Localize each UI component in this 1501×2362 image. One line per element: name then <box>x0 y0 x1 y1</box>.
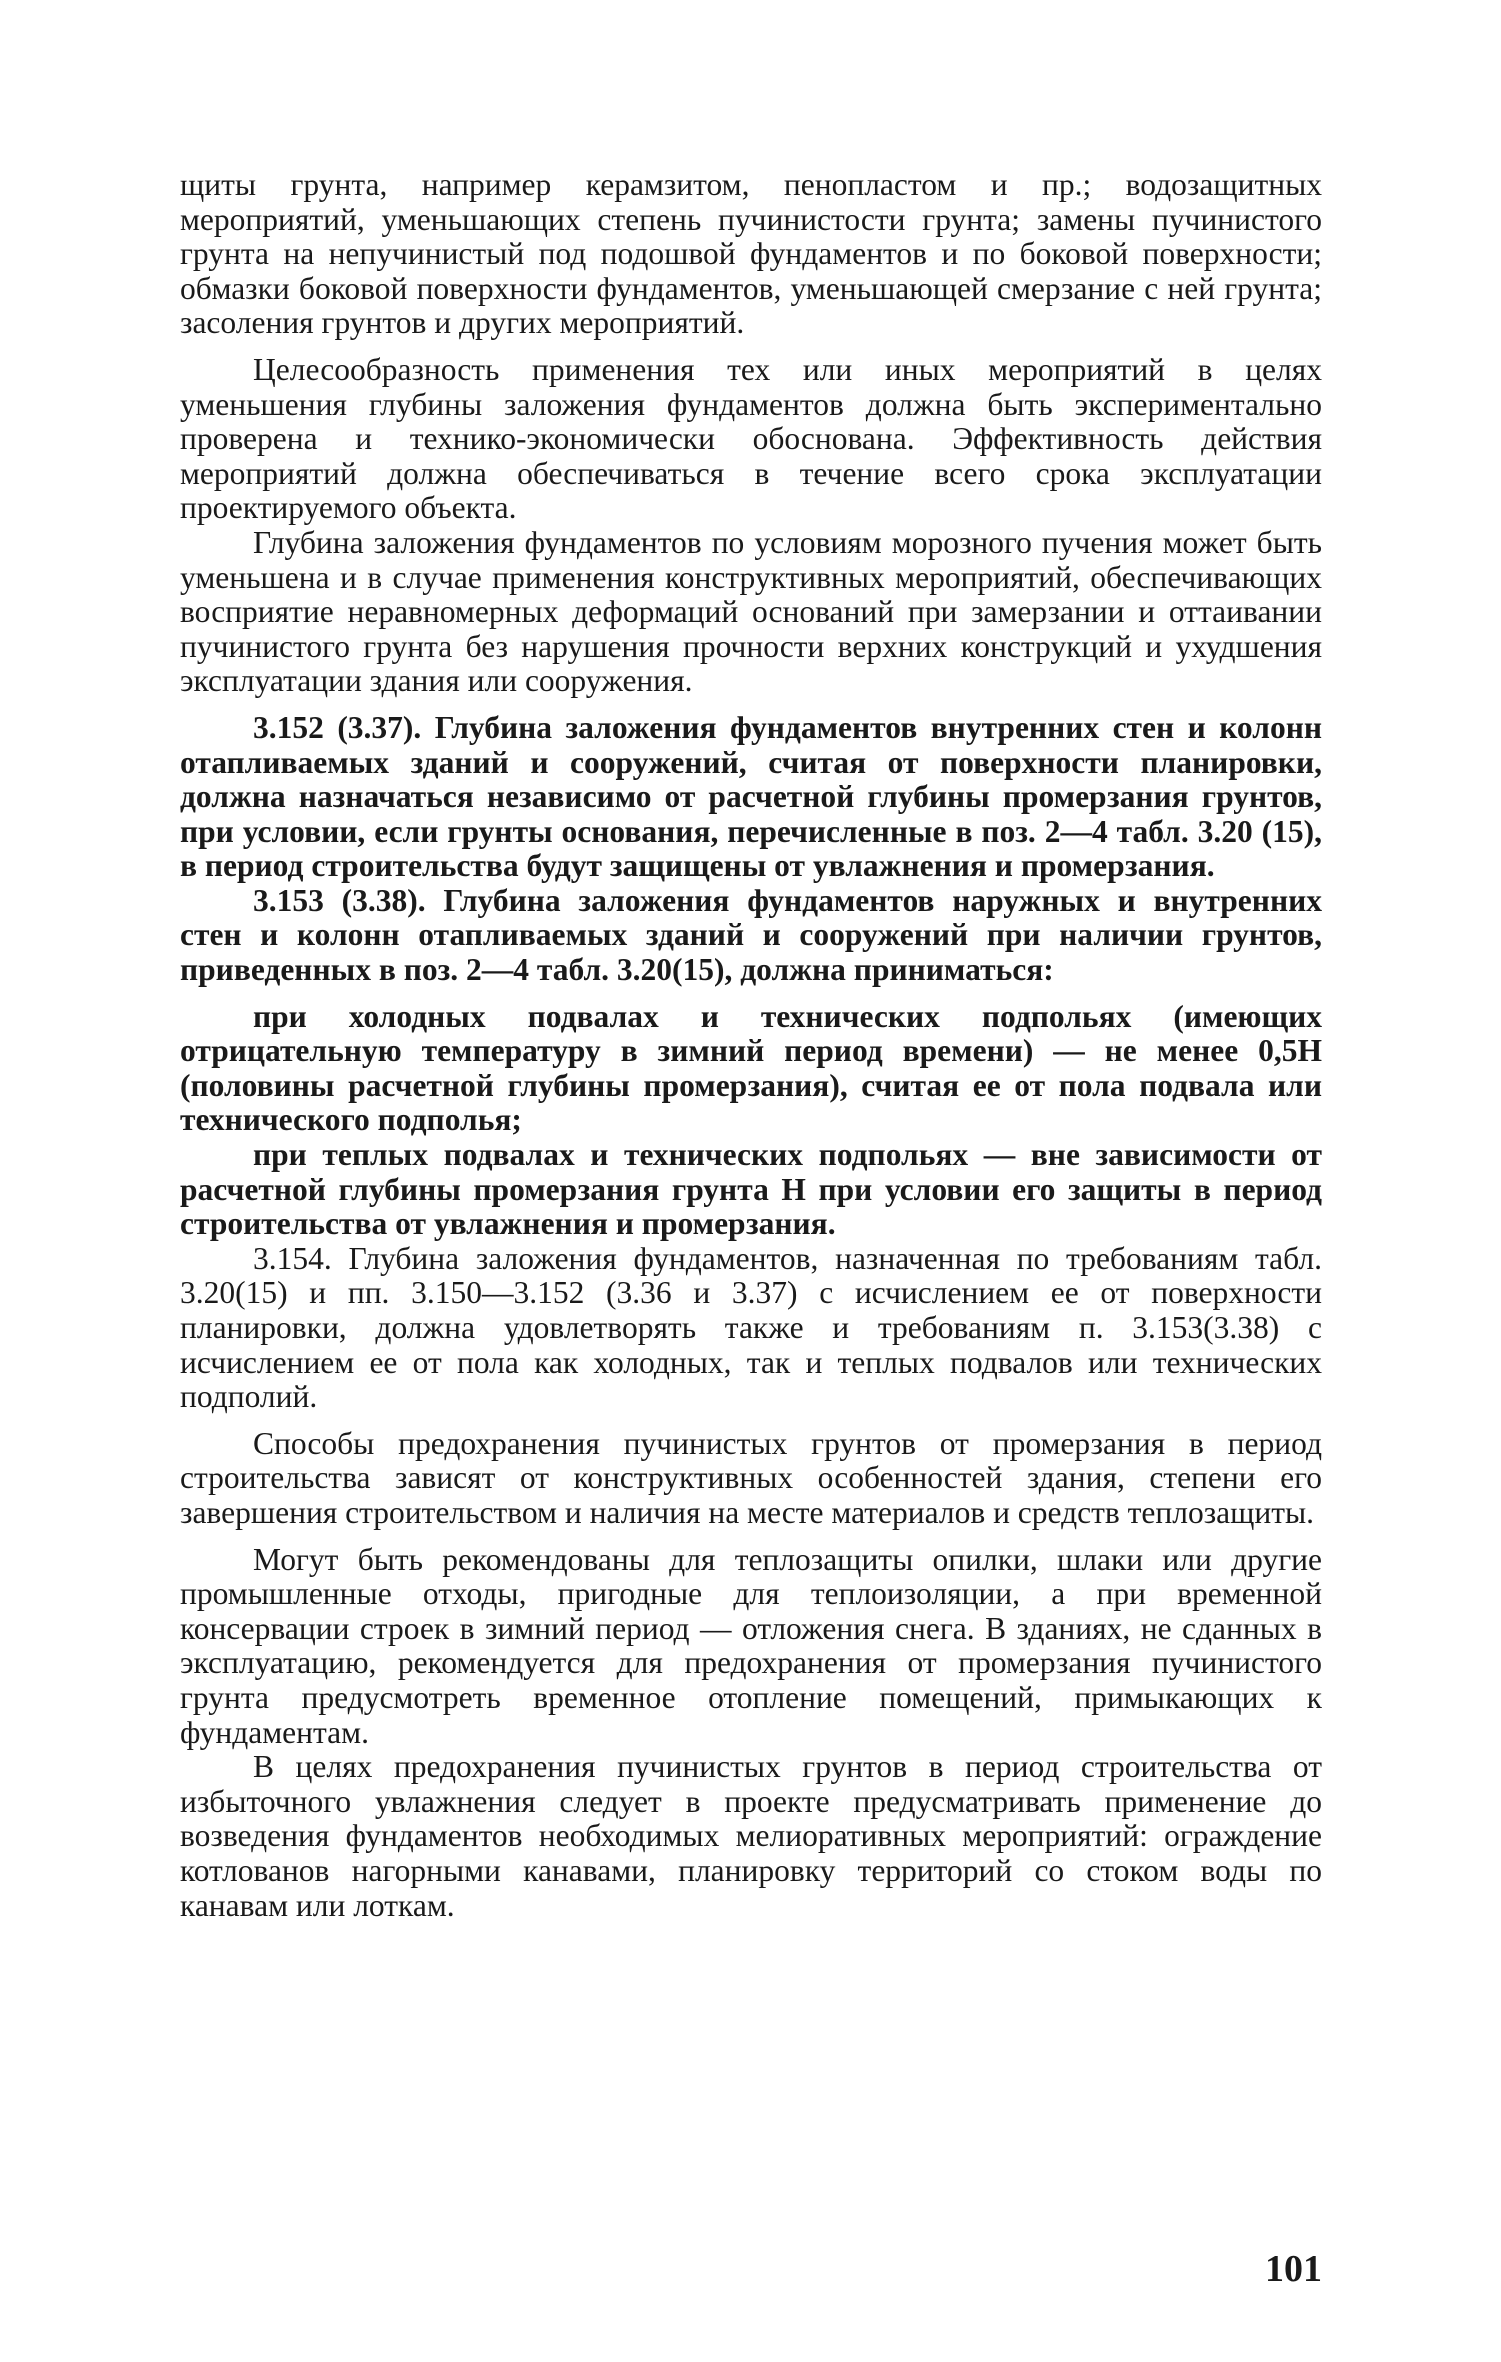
paragraph-3: Глубина заложения фундаментов по условиям морозного пучения может быть уменьшена и в случае применения конструктивных мероприятий, обеспечивающих восприятие неравномерных деформаций оснований при замерзании и оттаивании пучинистого грунта без нарушения прочности верхних конструкций и ухудшения эксплуатации здания или сооружения. <box>180 524 1322 699</box>
clause-3-154: 3.154. Глубина заложения фундаментов, назначенная по требованиям табл. 3.20(15) и пп. 3.150—3.152 (3.36 и 3.37) с исчислением ее от поверхности планировки, должна удовлетворять также и требованиям п. 3.153(3.38) с исчислением ее от пола как холодных, так и теплых подвалов или технических подполий. <box>180 1240 1322 1415</box>
page-number: 101 <box>1265 2248 1322 2290</box>
clause-3-152: 3.152 (3.37). Глубина заложения фундаментов внутренних стен и колонн отапливаемых зданий и сооружений, считая от поверхности планировки, должна назначаться независимо от расчетной глубины промерзания грунтов, при условии, если грунты основания, перечисленные в поз. 2—4 табл. 3.20 (15), в период строительства будут защищены от увлажнения и промерзания. <box>180 709 1322 884</box>
document-body <box>180 168 1322 1923</box>
paragraph-2: Целесообразность применения тех или иных мероприятий в целях уменьшения глубины заложения фундаментов должна быть экспериментально проверена и технико-экономически обоснована. Эффективность действия мероприятий должна обеспечиваться в течение всего срока эксплуатации проектируемого объекта. <box>180 351 1322 526</box>
paragraph-1: щиты грунта, например керамзитом, пенопластом и пр.; водозащитных мероприятий, уменьшающих степень пучинистости грунта; замены пучинистого грунта на непучинистый под подошвой фундаментов и по боковой поверхности; обмазки боковой поверхности фундаментов, уменьшающей смерзание с ней грунта; засоления грунтов и других мероприятий. <box>180 167 1322 341</box>
paragraph-moisture-protection: В целях предохранения пучинистых грунтов в период строительства от избыточного увлажнения следует в проекте предусматривать применение до возведения фундаментов необходимых мелиоративных мероприятий: ограждение котлованов нагорными канавами, планировку территорий со стоком воды по канавам или лоткам. <box>180 1749 1322 1923</box>
clause-3-153-cold-basement: при холодных подвалах и технических подпольях (имеющих отрицательную температуру в зимний период времени) — не менее 0,5H (половины расчетной глубины промерзания), считая ее от пола подвала или технического подполья; <box>180 998 1322 1138</box>
clause-3-153: 3.153 (3.38). Глубина заложения фундаментов наружных и внутренних стен и колонн отапливаемых зданий и сооружений при наличии грунтов, приведенных в поз. 2—4 табл. 3.20(15), должна приниматься: <box>180 882 1322 988</box>
paragraph-protection-methods: Способы предохранения пучинистых грунтов от промерзания в период строительства зависят от конструктивных особенностей здания, степени его завершения строительством и наличия на месте материалов и средств теплозащиты. <box>180 1425 1322 1530</box>
clause-3-153-warm-basement: при теплых подвалах и технических подпольях — вне зависимости от расчетной глубины промерзания грунта H при условии его защиты в период строительства от увлажнения и промерзания. <box>180 1137 1322 1242</box>
paragraph-thermal-protection: Могут быть рекомендованы для теплозащиты опилки, шлаки или другие промышленные отходы, пригодные для теплоизоляции, а при временной консервации строек в зимний период — отложения снега. В зданиях, не сданных в эксплуатацию, рекомендуется для предохранения от промерзания пучинистого грунта предусмотреть временное отопление помещений, примыкающих к фундаментам. <box>180 1541 1322 1750</box>
